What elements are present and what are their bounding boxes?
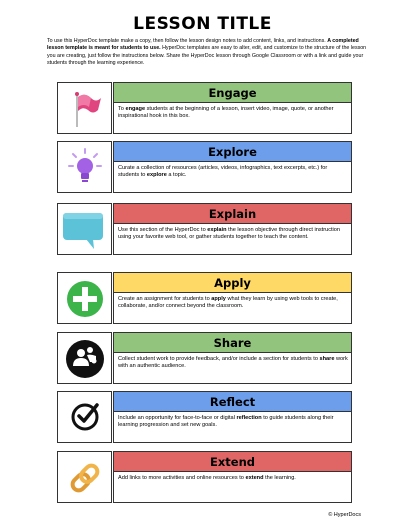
checkmark-icon (58, 392, 113, 444)
intro-bold-text: A completed lesson template is meant for students to use. (47, 38, 359, 52)
explain-icon-box (57, 203, 112, 255)
apply-heading: Apply (113, 272, 352, 293)
share-heading: Share (113, 332, 352, 353)
reflect-description: Include an opportunity for face-to-face or digital reflection to guide students along their learning progression and set new goals. (113, 412, 352, 443)
explain-heading: Explain (113, 203, 352, 224)
section-share (57, 332, 352, 384)
engage-description: To engage students at the beginning of a lesson, insert video, image, quote, or another inspirational hook in this box. (113, 103, 352, 134)
section-explore (57, 141, 352, 193)
pink-flag-icon (58, 83, 113, 135)
share-people-icon (58, 333, 113, 385)
section-apply (57, 272, 352, 324)
share-icon-box (57, 332, 112, 384)
speech-bubble-icon (58, 204, 113, 256)
footer-copyright: © HyperDocs (328, 512, 361, 518)
apply-icon-box (57, 272, 112, 324)
section-engage (57, 82, 352, 134)
explain-description: Use this section of the HyperDoc to explain the lesson objective through direct instruction using your favorite web tool, or gather students together to teach the content. (113, 224, 352, 255)
apply-description: Create an assignment for students to apply what they learn by using web tools to create, collaborate, and/or connect beyond the classroom. (113, 293, 352, 324)
engage-heading: Engage (113, 82, 352, 103)
intro-text-2: HyperDoc templates are easy to alter, edit, and customize to the structure of the lesson you are creating, just follow the instructions below. Share the HyperDoc lesson through Google Classroom or with a link and guide your students through the learning experience. (47, 45, 367, 66)
extend-description: Add links to more activities and online resources to extend the learning. (113, 472, 352, 503)
share-description: Collect student work to provide feedback, and/or include a section for students to share work with an authentic audience. (113, 353, 352, 384)
explore-heading: Explore (113, 141, 352, 162)
engage-icon-box (57, 82, 112, 134)
extend-heading: Extend (113, 451, 352, 472)
section-explain (57, 203, 352, 255)
intro-paragraph (47, 38, 367, 67)
chain-link-icon (58, 452, 113, 504)
lightbulb-icon (58, 142, 113, 194)
explore-icon-box (57, 141, 112, 193)
plus-icon (58, 273, 113, 325)
intro-text-1: To use this HyperDoc template make a copy, then follow the lesson design notes to add content, links, and instructions. (47, 38, 328, 44)
section-extend (57, 451, 352, 503)
extend-icon-box (57, 451, 112, 503)
explore-description: Curate a collection of resources (articles, videos, infographics, text excerpts, etc.) for students to explore a topic. (113, 162, 352, 193)
section-reflect (57, 391, 352, 443)
lesson-title: LESSON TITLE (133, 14, 272, 34)
reflect-icon-box (57, 391, 112, 443)
reflect-heading: Reflect (113, 391, 352, 412)
